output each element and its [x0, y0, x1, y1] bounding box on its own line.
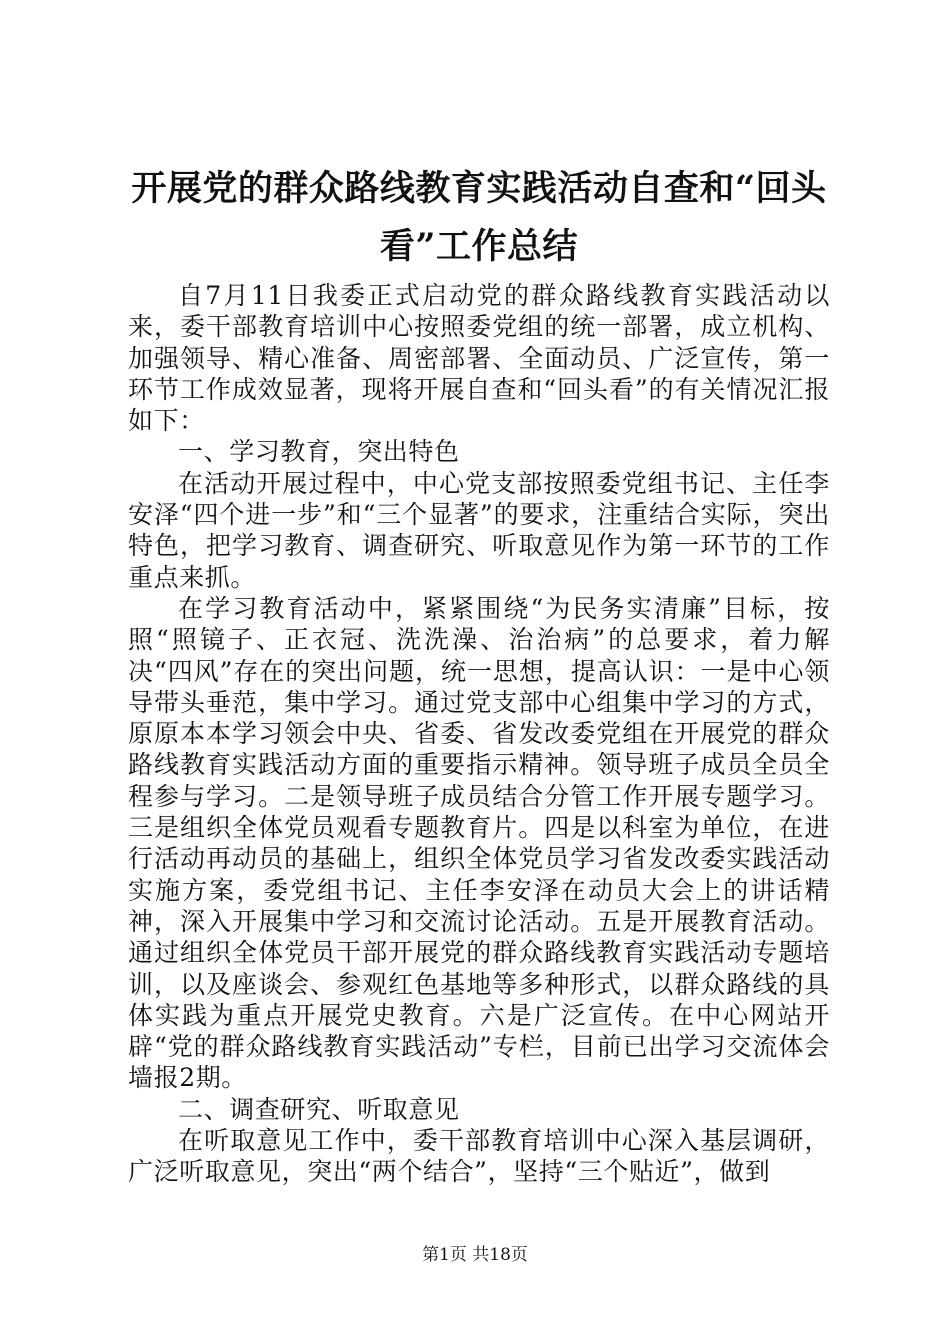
page-footer: 第1页 共18页: [422, 1245, 528, 1265]
document-body: [128, 280, 830, 1188]
title-line-2: 看”工作总结: [379, 226, 579, 267]
body-paragraph: 在听取意见工作中，委干部教育培训中心深入基层调研，广泛听取意见，突出“两个结合”，坚持“三个贴近”，做到: [128, 1126, 830, 1187]
document-page: [128, 160, 830, 1188]
body-paragraph: 在学习教育活动中，紧紧围绕“为民务实清廉”目标，按照“照镜子、正衣冠、洗洗澡、治治病”的总要求，着力解决“四风”存在的突出问题，统一思想，提高认识：一是中心领导带头垂范，集中学习。通过党支部中心组集中学习的方式，原原本本学习领会中央、省委、省发改委党组在开展党的群众路线教育实践活动方面的重要指示精神。领导班子成员全员全程参与学习。二是领导班子成员结合分管工作开展专题学习。三是组织全体党员观看专题教育片。四是以科室为单位，在进行活动再动员的基础上，组织全体党员学习省发改委实践活动实施方案，委党组书记、主任李安泽在动员大会上的讲话精神，深入开展集中学习和交流讨论活动。五是开展教育活动。通过组织全体党员干部开展党的群众路线教育实践活动专题培训，以及座谈会、参观红色基地等多种形式，以群众路线的具体实践为重点开展党史教育。六是广泛宣传。在中心网站开辟“党的群众路线教育实践活动”专栏，目前已出学习交流体会墙报2期。: [128, 593, 830, 1093]
section-heading-1: 一、学习教育，突出特色: [178, 437, 460, 467]
document-title: [128, 160, 830, 276]
section-heading-2: 二、调查研究、听取意见: [178, 1094, 460, 1124]
body-paragraph: 在活动开展过程中，中心党支部按照委党组书记、主任李安泽“四个进一步”和“三个显著”的要求，注重结合实际，突出特色，把学习教育、调查研究、听取意见作为第一环节的工作重点来抓。: [128, 468, 830, 592]
intro-paragraph: 自7月11日我委正式启动党的群众路线教育实践活动以来，委干部教育培训中心按照委党组的统一部署，成立机构、加强领导、精心准备、周密部署、全面动员、广泛宣传，第一环节工作成效显著，现将开展自查和“回头看”的有关情况汇报如下：: [128, 281, 830, 436]
title-line-1: 开展党的群众路线教育实践活动自查和“回头: [131, 168, 827, 209]
